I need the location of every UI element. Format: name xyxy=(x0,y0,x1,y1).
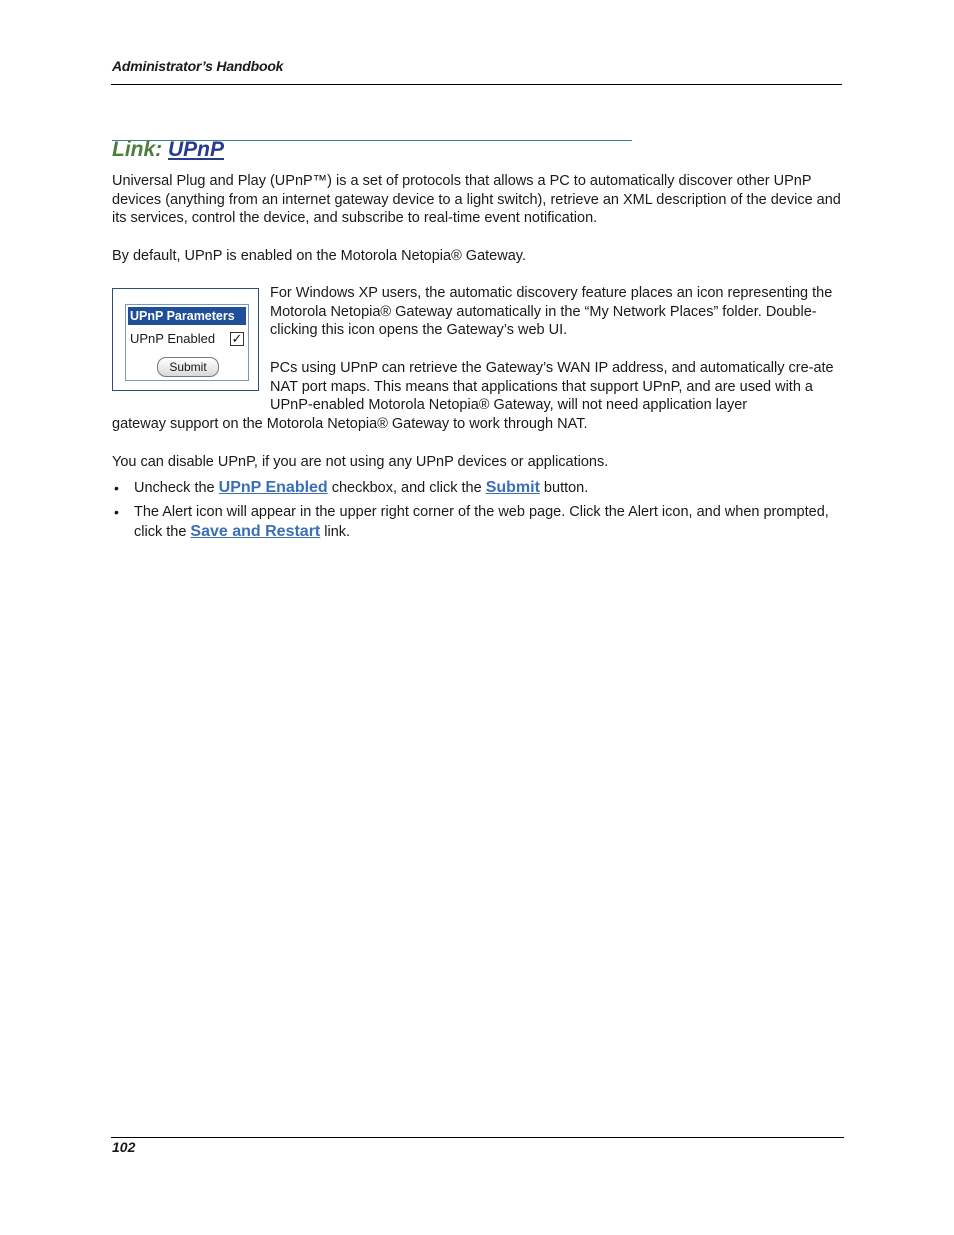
intro-paragraph: Universal Plug and Play (UPnP™) is a set of protocols that allows a PC to automatically discover other UPnP devices (anything from an internet gateway device to a light switch), retrieve an XML description of the device and its services, control the device, and subscribe to real-time event notification. xyxy=(112,173,841,227)
footer-divider xyxy=(111,1137,844,1138)
submit-button-image: Submit xyxy=(157,357,219,377)
list-item xyxy=(112,502,847,542)
bullet-icon: • xyxy=(114,504,119,520)
upnp-parameters-panel xyxy=(125,304,249,381)
bullet-text: The Alert icon will appear in the upper right corner of the web page. Click the Alert icon, and when prompted, click the xyxy=(134,504,829,540)
bullet-text: button. xyxy=(539,480,589,496)
instruction-list xyxy=(112,478,847,546)
list-item xyxy=(112,478,847,498)
nat-paragraph: PCs using UPnP can retrieve the Gateway’s WAN IP address, and automatically cre-ate NAT port maps. This means that applications that support UPnP, and are used with a UPnP-enabled Motorola Netopia® Gateway, will not need application layer xyxy=(270,360,834,414)
section-title-prefix: Link: xyxy=(112,138,168,161)
header-divider xyxy=(111,84,842,85)
bullet-text: link. xyxy=(320,524,351,540)
disable-paragraph: You can disable UPnP, if you are not using any UPnP devices or applications. xyxy=(112,454,609,470)
upnp-parameters-heading: UPnP Parameters xyxy=(128,307,246,325)
bullet-icon: • xyxy=(114,480,119,496)
default-paragraph: By default, UPnP is enabled on the Motorola Netopia® Gateway. xyxy=(112,248,526,264)
page-number: 102 xyxy=(112,1139,136,1155)
windows-xp-paragraph: For Windows XP users, the automatic discovery feature places an icon representing the Motorola Netopia® Gateway automatically in the “My Network Places” folder. Double-clicking this icon opens the Gateway’s web UI. xyxy=(270,285,833,339)
bullet-text: checkbox, and click the xyxy=(327,480,486,496)
upnp-enabled-link[interactable]: UPnP Enabled xyxy=(218,479,328,496)
upnp-section-link[interactable]: UPnP xyxy=(168,138,225,161)
nat-paragraph-continued: gateway support on the Motorola Netopia® Gateway to work through NAT. xyxy=(112,416,588,432)
running-header: Administrator’s Handbook xyxy=(112,58,284,74)
bullet-text: Uncheck the xyxy=(134,480,219,496)
save-and-restart-link[interactable]: Save and Restart xyxy=(190,523,321,540)
submit-link[interactable]: Submit xyxy=(485,479,540,496)
upnp-enabled-checkbox: ✓ xyxy=(231,331,243,346)
upnp-enabled-label: UPnP Enabled xyxy=(130,331,216,346)
upnp-screenshot-figure xyxy=(112,288,259,391)
section-title xyxy=(112,138,224,162)
